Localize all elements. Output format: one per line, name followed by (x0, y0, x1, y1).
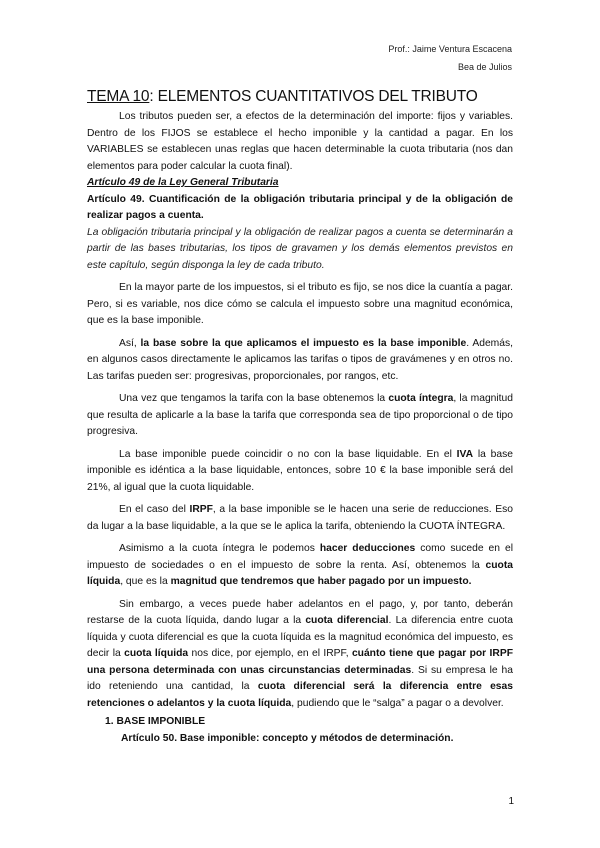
text-run: Asimismo a la cuota íntegra le podemos (119, 543, 320, 554)
emphasis-text: cuota líquida (124, 648, 189, 659)
page-title (87, 87, 513, 107)
title-topic-name: : ELEMENTOS CUANTITATIVOS DEL TRIBUTO (149, 88, 478, 105)
document-body (87, 87, 513, 747)
text-run: Así, (119, 337, 141, 349)
text-run: . La diferencia entre cuota líquida y cuota diferencial es que la cuota líquida es la magnitud económica del impuesto, es decir la (87, 615, 513, 659)
paragraph-cuota-integra (87, 391, 513, 441)
intro-paragraph: Los tributos pueden ser, a efectos de la determinación del importe: fijos y variables. Dentro de los FIJOS se establece el hecho imponible y la cantidad a pagar. En los VARIABLES se establecen unas reglas que hacen determinable la cuota tributaria (nos dan elementos para poder calcular la cuota final). (87, 111, 513, 172)
emphasis-text: cuota diferencial (305, 615, 389, 626)
emphasis-text: cuota diferencial será la diferencia entre esas retenciones o adelantos y la cuota líquida (87, 681, 513, 709)
article-heading: Artículo 49. Cuantificación de la obligación tributaria principal y de la obligación de realizar pagos a cuenta. (87, 193, 513, 221)
text-run: nos dice, por ejemplo, en el IRPF, (188, 648, 352, 659)
paragraph-base-imponible (87, 336, 513, 386)
text-run: la base imponible es idéntica a la base liquidable, entonces, sobre 10 € la base imponible será del 21%, al igual que la cuota liquidable. (87, 448, 513, 493)
emphasis-text: cuota líquida (87, 559, 513, 587)
section-heading-base-imponible: 1. BASE IMPONIBLE (105, 716, 206, 727)
text-run: Sin embargo, a veces puede haber adelantos en el pago, y, por tanto, deberán restarse de la cuota líquida, dando lugar a la (87, 598, 513, 626)
paragraph-cuota-liquida (87, 541, 513, 591)
paragraph-cuota-diferencial (87, 597, 513, 713)
emphasis-text: cuánto tiene que pagar por IRPF una persona determinada con unas circunstancias determinadas (87, 648, 513, 676)
emphasis-text: la base sobre la que aplicamos el impuesto es la base imponible (140, 337, 467, 349)
title-topic-number: TEMA 10 (87, 88, 150, 105)
text-run: En el caso del (119, 504, 190, 515)
paragraph-irpf (87, 502, 513, 535)
emphasis-text: IRPF (189, 504, 213, 515)
emphasis-text: hacer deducciones (319, 543, 416, 554)
page-number: 1 (508, 796, 514, 807)
section-list (87, 714, 513, 747)
emphasis-text: IVA (456, 448, 474, 460)
paragraph-iva (87, 447, 513, 497)
text-run: La base imponible puede coincidir o no con la base liquidable. En el (119, 448, 457, 460)
emphasis-text: magnitud que tendremos que haber pagado por un impuesto. (170, 576, 472, 587)
text-run: , a la base imponible se le hacen una serie de reducciones. Eso da lugar a la base liquidable, a la que se le aplica la tarifa, obteniendo la CUOTA ÍNTEGRA. (87, 504, 513, 532)
text-run: . Si su empresa le ha ido reteniendo una cantidad, la (87, 664, 513, 692)
article-reference: Artículo 49 de la Ley General Tributaria (87, 177, 279, 188)
page-header (388, 40, 512, 76)
header-student: Bea de Julios (457, 62, 512, 72)
text-run: , pudiendo que le “salga” a pagar o a devolver. (291, 697, 504, 709)
paragraph-fixed-variable: En la mayor parte de los impuestos, si el tributo es fijo, se nos dice la cuantía a pagar. Pero, si es variable, nos dice cómo se calcula el impuesto sobre una magnitud económica, que es la base imponible. (87, 282, 513, 326)
article-text: La obligación tributaria principal y la obligación de realizar pagos a cuenta se determinarán a partir de las bases tributarias, los tipos de gravamen y los demás elementos previstos en este capítulo, según disponga la ley de cada tributo. (87, 226, 513, 271)
article-50-heading: Artículo 50. Base imponible: concepto y métodos de determinación. (121, 732, 454, 744)
header-author: Prof.: Jaime Ventura Escacena (388, 44, 512, 54)
text-run: Una vez que tengamos la tarifa con la base obtenemos la (119, 393, 389, 404)
text-run: , que es la (120, 576, 171, 587)
text-run: , la magnitud que resulta de aplicarle a la base la tarifa que corresponda sea de tipo proporcional o de tipo progresiva. (87, 393, 513, 437)
emphasis-text: cuota íntegra (388, 393, 454, 404)
text-run: como sucede en el impuesto de sociedades o en el impuesto de sobre la renta. Así, obtenemos la (87, 543, 513, 571)
text-run: . Además, en algunos casos directamente le aplicamos las tarifas o tipos de gravámenes y en otros no. Las tarifas pueden ser: progresivas, proporcionales, por rangos, etc. (87, 337, 513, 382)
